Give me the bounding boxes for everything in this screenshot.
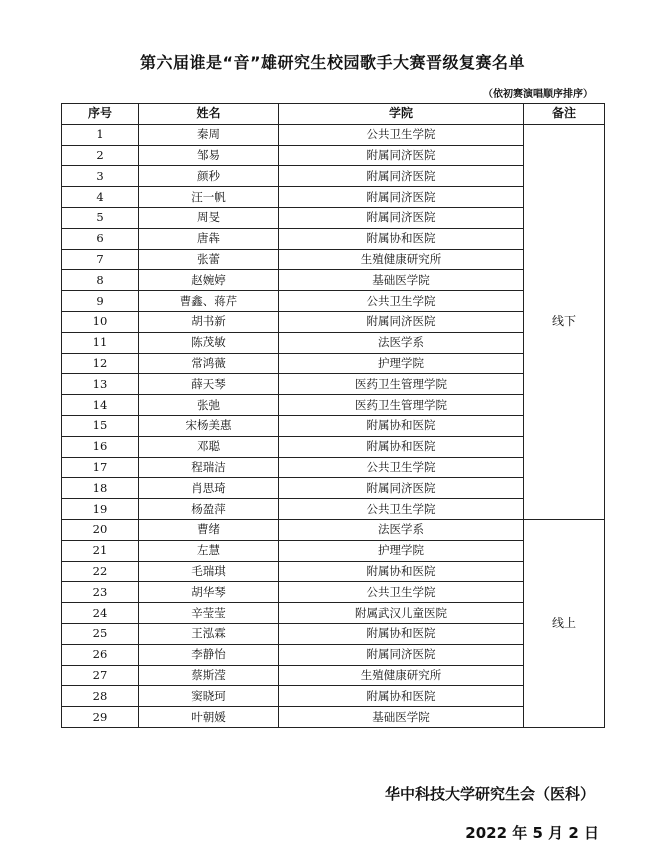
table-row — [62, 311, 605, 332]
table-row — [62, 166, 605, 187]
cell-college: 法医学系 — [279, 519, 524, 540]
table-row — [62, 124, 605, 145]
table-row — [62, 291, 605, 312]
table-row — [62, 145, 605, 166]
cell-name: 王泓霖 — [139, 623, 279, 644]
cell-number: 11 — [62, 332, 139, 353]
cell-number: 17 — [62, 457, 139, 478]
cell-name: 张蕾 — [139, 249, 279, 270]
cell-college: 附属同济医院 — [279, 311, 524, 332]
cell-college: 生殖健康研究所 — [279, 665, 524, 686]
cell-number: 19 — [62, 499, 139, 520]
table-row — [62, 686, 605, 707]
cell-name: 曹绪 — [139, 519, 279, 540]
table-row — [62, 436, 605, 457]
table-row — [62, 623, 605, 644]
cell-number: 20 — [62, 519, 139, 540]
cell-college: 附属同济医院 — [279, 166, 524, 187]
cell-name: 赵婉婷 — [139, 270, 279, 291]
cell-number: 1 — [62, 124, 139, 145]
cell-college: 基础医学院 — [279, 707, 524, 728]
table-row — [62, 270, 605, 291]
cell-name: 常鸿薇 — [139, 353, 279, 374]
cell-college: 附属同济医院 — [279, 207, 524, 228]
cell-name: 左慧 — [139, 540, 279, 561]
cell-number: 4 — [62, 187, 139, 208]
cell-number: 28 — [62, 686, 139, 707]
cell-number: 6 — [62, 228, 139, 249]
cell-number: 2 — [62, 145, 139, 166]
table-row — [62, 374, 605, 395]
cell-college: 附属同济医院 — [279, 644, 524, 665]
cell-name: 薛天琴 — [139, 374, 279, 395]
cell-college: 附属同济医院 — [279, 145, 524, 166]
cell-number: 27 — [62, 665, 139, 686]
table-row — [62, 478, 605, 499]
table-row — [62, 249, 605, 270]
header-number: 序号 — [62, 104, 139, 125]
cell-name: 叶朝媛 — [139, 707, 279, 728]
cell-name: 张弛 — [139, 395, 279, 416]
cell-remark: 线下 — [524, 124, 605, 519]
table-body — [62, 124, 605, 727]
cell-college: 附属协和医院 — [279, 686, 524, 707]
cell-number: 13 — [62, 374, 139, 395]
cell-number: 3 — [62, 166, 139, 187]
cell-name: 毛瑞琪 — [139, 561, 279, 582]
cell-name: 邹易 — [139, 145, 279, 166]
table-row — [62, 665, 605, 686]
cell-name: 唐犇 — [139, 228, 279, 249]
cell-number: 18 — [62, 478, 139, 499]
cell-college: 基础医学院 — [279, 270, 524, 291]
cell-number: 10 — [62, 311, 139, 332]
cell-number: 26 — [62, 644, 139, 665]
document-date: 2022 年 5 月 2 日 — [465, 824, 599, 842]
cell-name: 陈茂敏 — [139, 332, 279, 353]
table-row — [62, 395, 605, 416]
cell-college: 医药卫生管理学院 — [279, 374, 524, 395]
cell-college: 附属协和医院 — [279, 623, 524, 644]
cell-college: 附属同济医院 — [279, 478, 524, 499]
table-row — [62, 603, 605, 624]
cell-number: 7 — [62, 249, 139, 270]
cell-college: 公共卫生学院 — [279, 124, 524, 145]
cell-number: 25 — [62, 623, 139, 644]
cell-college: 护理学院 — [279, 353, 524, 374]
cell-number: 29 — [62, 707, 139, 728]
table-row — [62, 332, 605, 353]
cell-name: 李静怡 — [139, 644, 279, 665]
cell-college: 公共卫生学院 — [279, 582, 524, 603]
cell-college: 附属协和医院 — [279, 561, 524, 582]
cell-college: 附属协和医院 — [279, 228, 524, 249]
cell-college: 附属同济医院 — [279, 187, 524, 208]
organization-signature: 华中科技大学研究生会（医科） — [384, 785, 595, 803]
cell-name: 蔡斯滢 — [139, 665, 279, 686]
cell-college: 公共卫生学院 — [279, 499, 524, 520]
cell-number: 23 — [62, 582, 139, 603]
cell-name: 曹鑫、蒋芹 — [139, 291, 279, 312]
cell-college: 附属武汉儿童医院 — [279, 603, 524, 624]
table-header-row — [62, 104, 605, 125]
cell-college: 医药卫生管理学院 — [279, 395, 524, 416]
cell-name: 颜秒 — [139, 166, 279, 187]
cell-number: 5 — [62, 207, 139, 228]
cell-name: 辛莹莹 — [139, 603, 279, 624]
cell-college: 公共卫生学院 — [279, 457, 524, 478]
cell-name: 窦晓珂 — [139, 686, 279, 707]
cell-number: 16 — [62, 436, 139, 457]
cell-name: 邓聪 — [139, 436, 279, 457]
table-row — [62, 644, 605, 665]
cell-name: 胡华琴 — [139, 582, 279, 603]
cell-college: 法医学系 — [279, 332, 524, 353]
cell-college: 生殖健康研究所 — [279, 249, 524, 270]
cell-number: 15 — [62, 415, 139, 436]
table-row — [62, 561, 605, 582]
cell-name: 宋杨美惠 — [139, 415, 279, 436]
cell-name: 肖思琦 — [139, 478, 279, 499]
table-row — [62, 228, 605, 249]
table-row — [62, 187, 605, 208]
cell-college: 公共卫生学院 — [279, 291, 524, 312]
header-remark: 备注 — [524, 104, 605, 125]
order-note: （依初赛演唱顺序排序） — [483, 89, 593, 100]
header-college: 学院 — [279, 104, 524, 125]
cell-college: 附属协和医院 — [279, 415, 524, 436]
document-title: 第六届谁是“音”雄研究生校园歌手大赛晋级复赛名单 — [139, 53, 526, 72]
cell-number: 21 — [62, 540, 139, 561]
table-row — [62, 540, 605, 561]
cell-name: 胡书新 — [139, 311, 279, 332]
cell-number: 22 — [62, 561, 139, 582]
cell-name: 秦周 — [139, 124, 279, 145]
table-row — [62, 415, 605, 436]
table-row — [62, 353, 605, 374]
cell-remark: 线上 — [524, 519, 605, 727]
cell-number: 14 — [62, 395, 139, 416]
cell-number: 12 — [62, 353, 139, 374]
table-row — [62, 582, 605, 603]
cell-name: 程瑞洁 — [139, 457, 279, 478]
cell-number: 24 — [62, 603, 139, 624]
header-name: 姓名 — [139, 104, 279, 125]
cell-number: 9 — [62, 291, 139, 312]
table-row — [62, 707, 605, 728]
table-row — [62, 499, 605, 520]
table-row — [62, 519, 605, 540]
finalists-table — [61, 103, 605, 728]
cell-name: 汪一帆 — [139, 187, 279, 208]
table-row — [62, 457, 605, 478]
cell-college: 护理学院 — [279, 540, 524, 561]
cell-name: 周旻 — [139, 207, 279, 228]
cell-name: 杨盈萍 — [139, 499, 279, 520]
cell-number: 8 — [62, 270, 139, 291]
cell-college: 附属协和医院 — [279, 436, 524, 457]
table-row — [62, 207, 605, 228]
